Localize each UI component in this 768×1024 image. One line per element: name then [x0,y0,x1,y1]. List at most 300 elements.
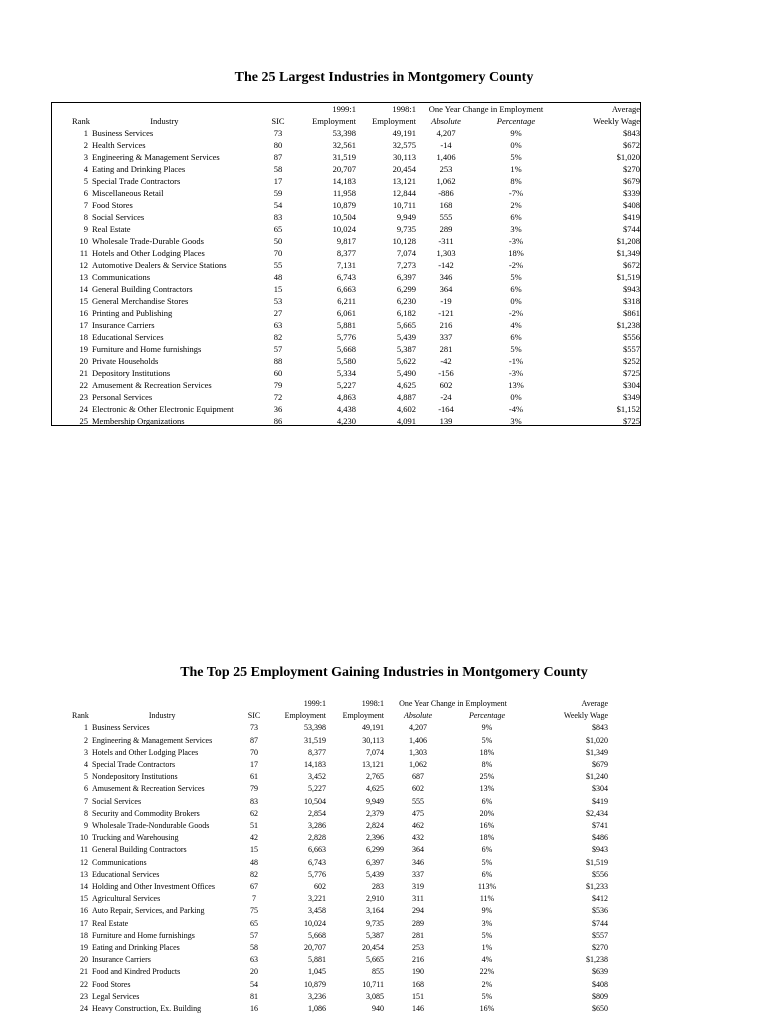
rank-industry-cell [52,415,264,427]
absolute-change-cell: 346 [412,857,424,867]
header-employment-1998: Employment [342,711,384,721]
employment-1998-cell: 49,191 [392,128,416,138]
table-row [52,331,640,343]
percentage-change-cell: 16% [479,821,495,831]
absolute-change-cell: 146 [412,1004,424,1014]
percentage-change-cell: 6% [510,212,522,222]
employment-1998-cell: 4,625 [366,784,384,794]
employment-1999-cell: 8,377 [308,747,326,757]
weekly-wage-cell: $672 [623,260,640,270]
table-row [52,175,640,187]
employment-1999-cell: 5,881 [308,955,326,965]
table-row [52,820,608,832]
absolute-change-cell: -42 [440,356,452,366]
percentage-change-cell: 8% [481,760,493,770]
rank-industry-cell [52,307,264,319]
sic-cell: 51 [250,821,258,831]
employment-1999-cell: 1,086 [308,1004,326,1014]
rank-cell: 17 [79,320,88,330]
rank-cell: 25 [79,416,88,426]
employment-1999-cell: 6,743 [336,272,356,282]
sic-cell: 61 [250,772,258,782]
rank-cell: 7 [83,200,88,210]
industry-cell: Wholesale Trade-Durable Goods [92,236,204,246]
industry-cell: Legal Services [92,991,140,1001]
rank-industry-cell [52,991,238,1003]
absolute-change-cell: 4,207 [409,723,427,733]
weekly-wage-cell: $1,349 [586,747,608,757]
table-row [52,722,608,734]
rank-industry-cell [52,966,238,978]
weekly-wage-cell: $556 [592,869,608,879]
rank-cell: 18 [80,930,88,940]
sic-cell: 67 [250,882,258,892]
employment-1998-cell: 2,396 [366,833,384,843]
sic-cell: 54 [250,979,258,989]
rank-cell: 13 [80,869,88,879]
absolute-change-cell: 475 [412,808,424,818]
percentage-change-cell: 5% [481,735,493,745]
weekly-wage-cell: $943 [592,845,608,855]
employment-1998-cell: 855 [372,967,384,977]
percentage-change-cell: 5% [510,272,522,282]
header-employment-1999: Employment [312,116,356,126]
percentage-change-cell: 1% [481,943,493,953]
sic-cell: 7 [252,894,256,904]
absolute-change-cell: 432 [412,833,424,843]
rank-cell: 5 [83,176,88,186]
table-row [52,1003,608,1015]
industry-cell: Automotive Dealers & Service Stations [92,260,227,270]
employment-1998-cell: 49,191 [362,723,384,733]
industry-cell: Communications [92,857,147,867]
absolute-change-cell: 289 [439,224,453,234]
weekly-wage-cell: $639 [592,967,608,977]
rank-cell: 10 [80,833,88,843]
percentage-change-cell: -7% [508,188,524,198]
rank-cell: 1 [83,128,88,138]
rank-industry-cell [52,127,264,139]
table-row [52,881,608,893]
rank-industry-cell [52,355,264,367]
sic-cell: 36 [273,404,283,414]
employment-1998-cell: 20,454 [392,164,416,174]
employment-1999-cell: 6,663 [336,284,356,294]
rank-cell: 19 [79,344,88,354]
sic-cell: 70 [273,248,283,258]
rank-cell: 9 [84,821,88,831]
weekly-wage-cell: $1,208 [616,236,640,246]
absolute-change-cell: -14 [440,140,452,150]
table-row [52,735,608,747]
industry-cell: Eating and Drinking Places [92,943,180,953]
rank-industry-cell [52,1003,238,1015]
rank-cell: 14 [79,284,88,294]
employment-1999-cell: 20,707 [304,943,326,953]
weekly-wage-cell: $809 [592,991,608,1001]
table-2 [52,698,608,1015]
table-1 [52,103,640,427]
sic-cell: 73 [250,723,258,733]
percentage-change-cell: 3% [510,224,522,234]
sic-cell: 42 [250,833,258,843]
employment-1998-cell: 7,074 [366,747,384,757]
employment-1998-cell: 5,490 [396,368,416,378]
employment-1998-cell: 6,182 [396,308,416,318]
absolute-change-cell: -164 [438,404,454,414]
percentage-change-cell: 3% [510,416,522,426]
absolute-change-cell: 151 [412,991,424,1001]
employment-1998-cell: 32,575 [392,140,416,150]
sic-cell: 72 [273,392,283,402]
rank-industry-cell [52,403,264,415]
absolute-change-cell: 319 [412,882,424,892]
industry-cell: Depository Institutions [92,368,171,378]
percentage-change-cell: 13% [508,380,524,390]
rank-industry-cell [52,759,238,771]
table-row [52,403,640,415]
employment-1998-cell: 30,113 [392,152,416,162]
percentage-change-cell: 5% [481,930,493,940]
sic-cell: 17 [250,760,258,770]
weekly-wage-cell: $1,238 [586,955,608,965]
weekly-wage-cell: $650 [592,1004,608,1014]
absolute-change-cell: 364 [412,845,424,855]
employment-1998-cell: 6,299 [396,284,416,294]
industry-cell: Printing and Publishing [92,308,173,318]
rank-cell: 20 [79,356,88,366]
employment-1999-cell: 53,398 [332,128,356,138]
rank-industry-cell [52,175,264,187]
sic-cell: 60 [273,368,283,378]
table-row [52,966,608,978]
employment-1999-cell: 1,045 [308,967,326,977]
employment-1998-cell: 5,439 [396,332,416,342]
weekly-wage-cell: $557 [623,344,640,354]
rank-industry-cell [52,857,238,869]
absolute-change-cell: -24 [440,392,452,402]
weekly-wage-cell: $1,233 [586,882,608,892]
rank-cell: 4 [83,164,88,174]
employment-1998-cell: 2,765 [366,772,384,782]
employment-1998-cell: 5,387 [366,930,384,940]
percentage-change-cell: 9% [510,128,522,138]
rank-industry-cell [52,319,264,331]
percentage-change-cell: 5% [481,991,493,1001]
header-rank: Rank [72,711,89,721]
table-row [52,271,640,283]
employment-1999-cell: 20,707 [332,164,356,174]
table-row [52,247,640,259]
employment-1999-cell: 602 [314,882,326,892]
rank-industry-cell [52,844,238,856]
weekly-wage-cell: $419 [623,212,640,222]
absolute-change-cell: 4,207 [436,128,456,138]
employment-1999-cell: 6,663 [308,845,326,855]
weekly-wage-cell: $1,349 [616,248,640,258]
rank-industry-cell [52,187,264,199]
employment-1998-cell: 2,824 [366,821,384,831]
table-row [52,415,640,427]
employment-1999-cell: 10,504 [332,212,356,222]
sic-cell: 88 [273,356,283,366]
sic-cell: 15 [273,284,283,294]
employment-1998-cell: 283 [372,882,384,892]
weekly-wage-cell: $2,434 [586,808,608,818]
rank-cell: 15 [80,894,88,904]
rank-cell: 22 [79,380,88,390]
industry-cell: Engineering & Management Services [92,152,220,162]
employment-1998-cell: 30,113 [362,735,384,745]
employment-1999-cell: 5,668 [336,344,356,354]
industry-cell: Furniture and Home furnishings [92,930,195,940]
industry-cell: Heavy Construction, Ex. Building [92,1004,202,1014]
absolute-change-cell: -19 [440,296,452,306]
sic-cell: 55 [273,260,283,270]
percentage-change-cell: 0% [510,140,522,150]
weekly-wage-cell: $252 [623,356,640,366]
rank-industry-cell [52,247,264,259]
header-absolute: Absolute [431,116,461,126]
absolute-change-cell: 253 [412,943,424,953]
weekly-wage-cell: $843 [623,128,640,138]
employment-1999-cell: 32,561 [332,140,356,150]
employment-1998-cell: 9,949 [366,796,384,806]
employment-1999-cell: 4,230 [336,416,356,426]
absolute-change-cell: 1,062 [436,176,456,186]
sic-cell: 27 [273,308,283,318]
employment-1998-cell: 5,622 [396,356,416,366]
weekly-wage-cell: $339 [623,188,640,198]
absolute-change-cell: 311 [412,894,424,904]
percentage-change-cell: 6% [481,869,493,879]
header-1999: 1999:1 [332,104,356,114]
absolute-change-cell: 462 [412,821,424,831]
rank-cell: 21 [79,368,88,378]
sic-cell: 80 [273,140,283,150]
percentage-change-cell: 22% [479,967,495,977]
rank-cell: 9 [83,224,88,234]
percentage-change-cell: 9% [481,723,493,733]
weekly-wage-cell: $861 [623,308,640,318]
absolute-change-cell: 602 [439,380,453,390]
weekly-wage-cell: $679 [592,760,608,770]
weekly-wage-cell: $1,519 [586,857,608,867]
employment-1998-cell: 13,121 [392,176,416,186]
employment-1999-cell: 3,236 [308,991,326,1001]
absolute-change-cell: 1,062 [409,760,427,770]
industry-cell: Trucking and Warehousing [92,833,179,843]
percentage-change-cell: 4% [510,320,522,330]
industry-cell: Eating and Drinking Places [92,164,186,174]
industry-cell: Social Services [92,212,145,222]
employment-1998-cell: 7,273 [396,260,416,270]
rank-cell: 21 [80,967,88,977]
weekly-wage-cell: $679 [623,176,640,186]
weekly-wage-cell: $486 [592,833,608,843]
industry-cell: Private Households [92,356,159,366]
percentage-change-cell: 13% [479,784,495,794]
header-absolute: Absolute [404,711,432,721]
absolute-change-cell: -142 [438,260,454,270]
absolute-change-cell: 555 [412,796,424,806]
industry-cell: Food and Kindred Products [92,967,181,977]
rank-cell: 8 [84,808,88,818]
employment-1999-cell: 10,879 [304,979,326,989]
rank-cell: 14 [80,882,88,892]
weekly-wage-cell: $1,519 [616,272,640,282]
rank-industry-cell [52,722,238,734]
weekly-wage-cell: $408 [623,200,640,210]
employment-1998-cell: 10,711 [362,979,384,989]
industry-cell: Educational Services [92,332,164,342]
rank-cell: 6 [84,784,88,794]
header-industry: Industry [148,711,176,721]
rank-cell: 5 [84,772,88,782]
absolute-change-cell: 687 [412,772,424,782]
industry-cell: Social Services [92,796,142,806]
sic-cell: 87 [250,735,258,745]
table-row [52,918,608,930]
employment-1998-cell: 6,230 [396,296,416,306]
employment-1999-cell: 10,024 [332,224,356,234]
sic-cell: 63 [250,955,258,965]
table-row [52,747,608,759]
rank-industry-cell [52,271,264,283]
percentage-change-cell: 4% [481,955,493,965]
sic-cell: 54 [273,200,283,210]
weekly-wage-cell: $843 [592,723,608,733]
rank-cell: 18 [79,332,88,342]
rank-cell: 12 [79,260,88,270]
industry-cell: Health Services [92,140,146,150]
employment-1999-cell: 5,227 [308,784,326,794]
table-2-header [52,698,608,722]
header-percentage: Percentage [468,711,506,721]
industry-cell: Food Stores [92,200,133,210]
table-row [52,857,608,869]
header-average: Average [611,104,640,114]
employment-1998-cell: 13,121 [362,760,384,770]
table-row [52,127,640,139]
sic-cell: 65 [273,224,283,234]
employment-1999-cell: 9,817 [336,236,356,246]
industry-cell: Wholesale Trade-Nondurable Goods [92,821,210,831]
percentage-change-cell: 6% [510,284,522,294]
table-1-header [52,103,640,127]
table-row [52,367,640,379]
percentage-change-cell: -4% [508,404,524,414]
rank-industry-cell [52,893,238,905]
table-row [52,223,640,235]
employment-1998-cell: 12,844 [392,188,416,198]
table-row [52,343,640,355]
employment-1999-cell: 2,828 [308,833,326,843]
industry-cell: Miscellaneous Retail [92,188,164,198]
rank-cell: 1 [84,723,88,733]
sic-cell: 50 [273,236,283,246]
employment-1999-cell: 2,854 [308,808,326,818]
percentage-change-cell: 2% [510,200,522,210]
employment-1999-cell: 14,183 [332,176,356,186]
rank-industry-cell [52,942,238,954]
absolute-change-cell: 1,406 [436,152,456,162]
industry-cell: General Building Contractors [92,284,193,294]
top-gaining-industries-table [52,698,608,1024]
percentage-change-cell: 9% [481,906,493,916]
industry-cell: Educational Services [92,869,160,879]
weekly-wage-cell: $270 [623,164,640,174]
employment-1999-cell: 5,881 [336,320,356,330]
table-row [52,379,640,391]
header-1998: 1998:1 [361,699,384,708]
percentage-change-cell: 6% [481,796,493,806]
table-row [52,295,640,307]
weekly-wage-cell: $1,020 [616,152,640,162]
sic-cell: 15 [250,845,258,855]
table-2-body [52,722,608,1015]
percentage-change-cell: 20% [479,808,495,818]
absolute-change-cell: 1,303 [409,747,427,757]
industry-cell: General Building Contractors [92,845,187,855]
rank-cell: 24 [80,1004,88,1014]
percentage-change-cell: 0% [510,392,522,402]
rank-industry-cell [52,295,264,307]
table-row [52,187,640,199]
rank-cell: 12 [80,857,88,867]
sic-cell: 82 [273,332,283,342]
employment-1999-cell: 5,334 [336,368,356,378]
rank-cell: 17 [80,918,88,928]
employment-1999-cell: 5,776 [308,869,326,879]
rank-industry-cell [52,881,238,893]
industry-cell: Amusement & Recreation Services [92,380,212,390]
employment-1999-cell: 4,438 [336,404,356,414]
sic-cell: 48 [273,272,283,282]
header-1999: 1999:1 [303,699,326,708]
employment-1999-cell: 5,668 [308,930,326,940]
sic-cell: 48 [250,857,258,867]
rank-industry-cell [52,832,238,844]
employment-1999-cell: 6,211 [337,296,356,306]
percentage-change-cell: 25% [479,772,495,782]
weekly-wage-cell: $318 [623,296,640,306]
weekly-wage-cell: $744 [623,224,640,234]
rank-industry-cell [52,199,264,211]
employment-1998-cell: 5,665 [366,955,384,965]
industry-cell: Food Stores [92,979,131,989]
industry-cell: Nondepository Institutions [92,772,178,782]
weekly-wage-cell: $349 [623,392,640,402]
rank-industry-cell [52,735,238,747]
rank-cell: 4 [84,760,88,770]
table-row [52,211,640,223]
percentage-change-cell: 11% [479,894,495,904]
table-row [52,319,640,331]
rank-cell: 24 [79,404,88,414]
employment-1998-cell: 9,735 [396,224,416,234]
employment-1999-cell: 8,377 [336,248,356,258]
absolute-change-cell: 216 [439,320,453,330]
percentage-change-cell: -3% [508,236,524,246]
sic-cell: 75 [250,906,258,916]
absolute-change-cell: 281 [439,344,453,354]
absolute-change-cell: -156 [438,368,454,378]
sic-cell: 57 [250,930,258,940]
employment-1998-cell: 5,665 [396,320,416,330]
weekly-wage-cell: $412 [592,894,608,904]
table-row [52,163,640,175]
